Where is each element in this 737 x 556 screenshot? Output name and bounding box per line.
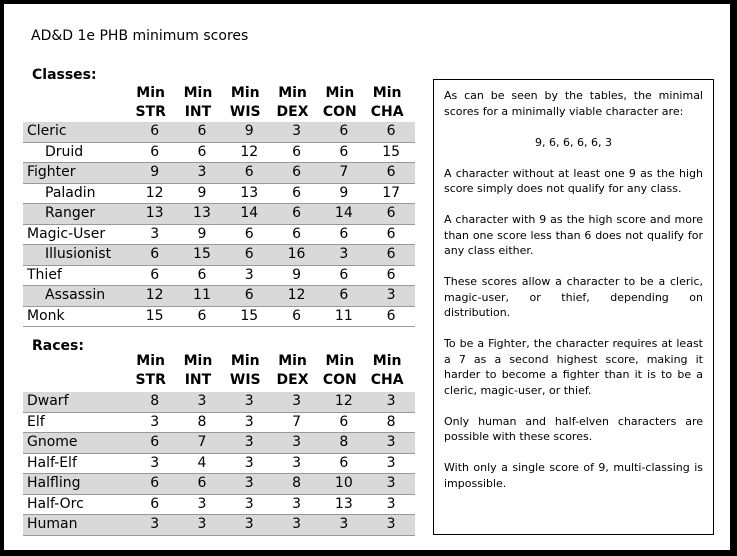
table-row [23, 163, 415, 184]
column-header-line: Min [183, 353, 213, 369]
table-cell: 11 [178, 286, 225, 307]
row-label: Fighter [23, 163, 131, 184]
row-label: Assassin [23, 286, 131, 307]
column-header [363, 352, 410, 390]
row-label: Paladin [23, 183, 131, 204]
table-cell: 3 [226, 265, 273, 286]
table-cell: 7 [178, 433, 225, 454]
note-paragraph: These scores allow a character to be a cleric, magic-user, or thief, depending on distribution. [444, 275, 703, 319]
table-cell: 3 [178, 163, 225, 184]
table-cell: 6 [178, 122, 225, 142]
row-label: Half-Elf [23, 453, 131, 474]
table-cell: 9 [320, 183, 367, 204]
table-cell: 3 [273, 453, 320, 474]
note-paragraph: 9, 6, 6, 6, 6, 3 [535, 135, 612, 149]
table-cell: 3 [226, 453, 273, 474]
column-header-line: Min [325, 85, 355, 101]
table-cell: 3 [367, 515, 414, 536]
table-cell: 3 [367, 433, 414, 454]
classes-table [23, 122, 415, 327]
column-header-line: Min [136, 85, 165, 101]
table-cell: 4 [178, 453, 225, 474]
column-header-line: Min [230, 85, 260, 101]
table-cell: 13 [226, 183, 273, 204]
table-cell: 6 [320, 286, 367, 307]
table-cell: 15 [131, 306, 178, 327]
note-paragraph: As can be seen by the tables, the minimal scores for a minimally viable character are: [444, 89, 703, 118]
column-header-line: DEX [276, 372, 309, 388]
table-cell: 6 [131, 474, 178, 495]
table-cell: 6 [273, 224, 320, 245]
column-header [316, 84, 363, 122]
column-header-line: CON [322, 104, 357, 120]
column-header-line: DEX [276, 104, 309, 120]
table-cell: 3 [226, 412, 273, 433]
row-label: Halfling [23, 474, 131, 495]
table-cell: 12 [320, 392, 367, 412]
column-header-line: INT [184, 104, 212, 120]
column-header-line: Min [183, 85, 213, 101]
row-label: Druid [23, 142, 131, 163]
table-cell: 9 [273, 265, 320, 286]
note-paragraph: A character without at least one 9 as the high score simply does not qualify for any class. [444, 166, 703, 195]
table-cell: 6 [178, 142, 225, 163]
table-cell: 6 [320, 224, 367, 245]
table-cell: 6 [273, 163, 320, 184]
table-cell: 6 [131, 265, 178, 286]
column-header [127, 84, 174, 122]
table-cell: 3 [226, 392, 273, 412]
row-label: Cleric [23, 122, 131, 142]
table-cell: 8 [178, 412, 225, 433]
table-cell: 6 [367, 204, 414, 225]
table-cell: 3 [131, 515, 178, 536]
table-cell: 6 [131, 433, 178, 454]
row-label: Gnome [23, 433, 131, 454]
row-label: Thief [23, 265, 131, 286]
races-column-headers [127, 352, 411, 390]
table-cell: 3 [131, 412, 178, 433]
table-cell: 6 [178, 474, 225, 495]
table-row [23, 183, 415, 204]
row-label: Human [23, 515, 131, 536]
table-row [23, 265, 415, 286]
table-cell: 15 [226, 306, 273, 327]
table-cell: 6 [131, 122, 178, 142]
table-cell: 3 [226, 494, 273, 515]
table-cell: 3 [367, 494, 414, 515]
table-row [23, 494, 415, 515]
column-header-line: STR [135, 104, 166, 120]
table-cell: 3 [367, 453, 414, 474]
column-header-line: CHA [370, 104, 404, 120]
column-header-line: CHA [370, 372, 404, 388]
row-label: Dwarf [23, 392, 131, 412]
row-label: Elf [23, 412, 131, 433]
table-cell: 3 [320, 245, 367, 266]
table-cell: 6 [367, 265, 414, 286]
table-cell: 6 [226, 224, 273, 245]
column-header-line: Min [372, 353, 402, 369]
table-cell: 3 [226, 433, 273, 454]
column-header-line: Min [325, 353, 355, 369]
table-cell: 6 [367, 122, 414, 142]
page-title: AD&D 1e PHB minimum scores [31, 28, 249, 44]
table-cell: 6 [320, 453, 367, 474]
column-header-line: Min [278, 353, 307, 369]
column-header [127, 352, 174, 390]
column-header-line: WIS [229, 104, 261, 120]
column-header [222, 84, 269, 122]
classes-heading: Classes: [32, 67, 97, 83]
table-cell: 14 [226, 204, 273, 225]
table-row [23, 122, 415, 142]
column-header [269, 352, 316, 390]
table-cell: 3 [178, 515, 225, 536]
table-row [23, 204, 415, 225]
table-cell: 3 [367, 474, 414, 495]
row-label: Magic-User [23, 224, 131, 245]
table-cell: 8 [367, 412, 414, 433]
table-cell: 15 [367, 142, 414, 163]
table-cell: 8 [320, 433, 367, 454]
table-row [23, 433, 415, 454]
table-cell: 12 [226, 142, 273, 163]
table-row [23, 474, 415, 495]
table-cell: 8 [273, 474, 320, 495]
table-cell: 3 [273, 433, 320, 454]
note-paragraph: Only human and half-elven characters are possible with these scores. [444, 414, 703, 443]
classes-column-headers [127, 84, 411, 122]
table-cell: 7 [320, 163, 367, 184]
column-header-line: WIS [229, 372, 261, 388]
column-header [316, 352, 363, 390]
table-cell: 13 [178, 204, 225, 225]
races-heading: Races: [32, 338, 84, 354]
table-cell: 15 [178, 245, 225, 266]
table-cell: 3 [226, 515, 273, 536]
table-cell: 6 [367, 163, 414, 184]
table-cell: 3 [273, 122, 320, 142]
table-cell: 14 [320, 204, 367, 225]
column-header [222, 352, 269, 390]
table-row [23, 245, 415, 266]
table-cell: 6 [320, 265, 367, 286]
table-row [23, 392, 415, 412]
table-row [23, 453, 415, 474]
table-cell: 3 [273, 392, 320, 412]
note-paragraph: To be a Fighter, the character requires at least a 7 as a second highest score, making it harder to become a fighter than it is to be a cleric, magic-user, or thief. [444, 337, 703, 397]
column-header-line: CON [322, 372, 357, 388]
table-cell: 6 [226, 286, 273, 307]
column-header [269, 84, 316, 122]
table-cell: 6 [178, 265, 225, 286]
table-cell: 3 [273, 494, 320, 515]
row-label: Monk [23, 306, 131, 327]
table-cell: 6 [273, 183, 320, 204]
table-cell: 16 [273, 245, 320, 266]
table-cell: 6 [320, 142, 367, 163]
races-table [23, 392, 415, 536]
table-cell: 9 [131, 163, 178, 184]
table-cell: 12 [131, 183, 178, 204]
table-cell: 3 [178, 392, 225, 412]
column-header [174, 352, 221, 390]
column-header [363, 84, 410, 122]
note-paragraph: With only a single score of 9, multi-classing is impossible. [444, 461, 703, 490]
column-header [174, 84, 221, 122]
note-paragraph: A character with 9 as the high score and more than one score less than 6 does not qualify for any class either. [444, 213, 703, 257]
table-cell: 13 [320, 494, 367, 515]
table-cell: 6 [226, 163, 273, 184]
table-cell: 7 [273, 412, 320, 433]
notes-box [433, 79, 714, 535]
table-cell: 3 [367, 286, 414, 307]
table-row [23, 224, 415, 245]
table-cell: 10 [320, 474, 367, 495]
table-cell: 6 [320, 412, 367, 433]
table-cell: 3 [226, 474, 273, 495]
table-cell: 6 [131, 494, 178, 515]
column-header-line: Min [136, 353, 165, 369]
column-header-line: STR [135, 372, 166, 388]
column-header-line: INT [184, 372, 212, 388]
table-cell: 6 [273, 142, 320, 163]
table-cell: 17 [367, 183, 414, 204]
document-page [4, 4, 730, 550]
table-cell: 6 [367, 245, 414, 266]
table-cell: 6 [273, 204, 320, 225]
table-row [23, 306, 415, 327]
table-row [23, 412, 415, 433]
row-label: Illusionist [23, 245, 131, 266]
table-cell: 6 [320, 122, 367, 142]
table-cell: 12 [131, 286, 178, 307]
table-cell: 12 [273, 286, 320, 307]
table-cell: 3 [273, 515, 320, 536]
table-cell: 6 [367, 306, 414, 327]
table-cell: 6 [367, 224, 414, 245]
table-cell: 6 [178, 306, 225, 327]
table-row [23, 286, 415, 307]
column-header-line: Min [278, 85, 307, 101]
table-cell: 6 [226, 245, 273, 266]
table-cell: 3 [320, 515, 367, 536]
table-cell: 9 [178, 224, 225, 245]
table-cell: 3 [131, 453, 178, 474]
table-cell: 6 [273, 306, 320, 327]
table-cell: 13 [131, 204, 178, 225]
table-row [23, 515, 415, 536]
table-cell: 3 [367, 392, 414, 412]
table-cell: 9 [226, 122, 273, 142]
table-cell: 11 [320, 306, 367, 327]
column-header-line: Min [230, 353, 260, 369]
table-cell: 6 [131, 245, 178, 266]
table-cell: 6 [131, 142, 178, 163]
row-label: Half-Orc [23, 494, 131, 515]
table-row [23, 142, 415, 163]
row-label: Ranger [23, 204, 131, 225]
table-cell: 8 [131, 392, 178, 412]
column-header-line: Min [372, 85, 402, 101]
table-cell: 9 [178, 183, 225, 204]
table-cell: 3 [178, 494, 225, 515]
table-cell: 3 [131, 224, 178, 245]
